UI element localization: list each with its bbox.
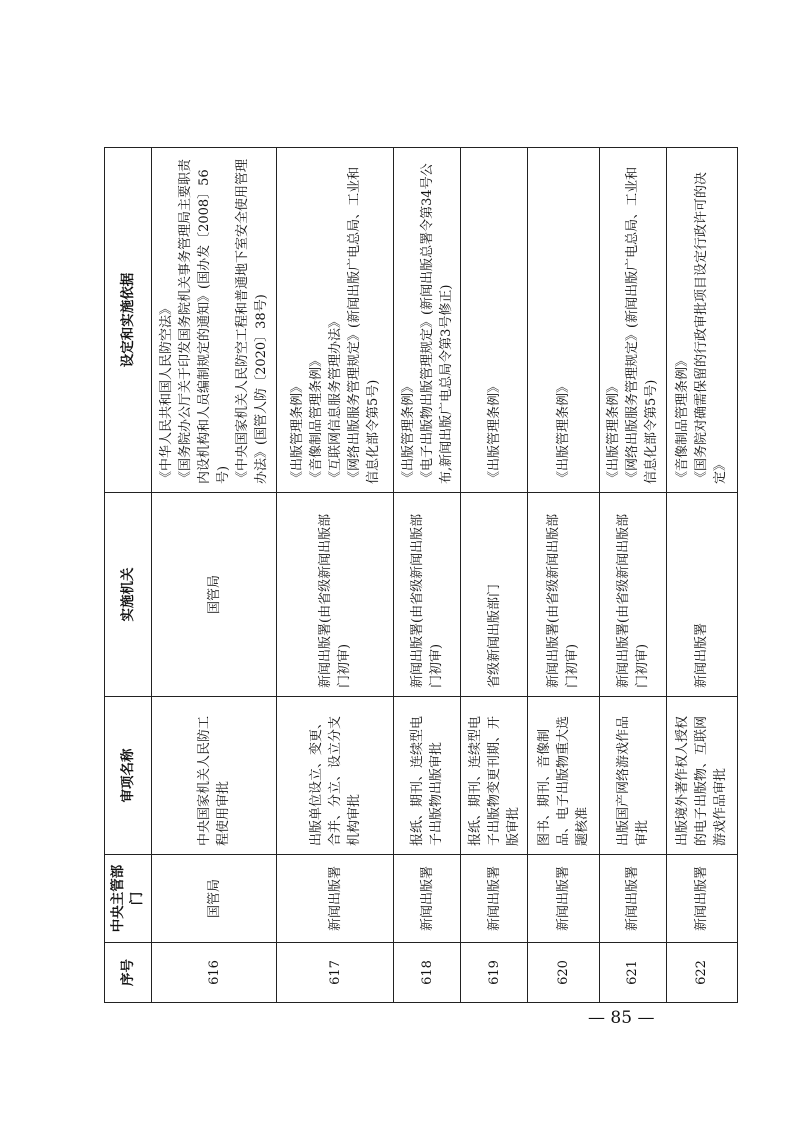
cell-agency: 新闻出版署(由省级新闻出版部门初审) xyxy=(277,493,394,697)
cell-item: 出版单位设立、变更、合并、分立、设立分支机构审批 xyxy=(277,697,394,855)
table-row xyxy=(152,148,277,1003)
cell-dept: 新闻出版署 xyxy=(599,855,666,943)
cell-seq: 619 xyxy=(461,943,528,1003)
cell-basis xyxy=(461,148,528,493)
cell-agency: 国管局 xyxy=(152,493,277,697)
table-row xyxy=(277,148,394,1003)
table-row xyxy=(599,148,666,1003)
basis-line: 《中华人民共和国人民防空法》 xyxy=(159,301,175,484)
cell-seq: 618 xyxy=(394,943,461,1003)
cell-basis xyxy=(394,148,461,493)
table-row xyxy=(528,148,599,1003)
header-seq: 序号 xyxy=(105,943,152,1003)
header-item: 审项名称 xyxy=(105,697,152,855)
cell-seq: 616 xyxy=(152,943,277,1003)
basis-line: 《音像制品管理条例》 xyxy=(308,353,324,484)
table-row xyxy=(394,148,461,1003)
cell-dept: 新闻出版署 xyxy=(461,855,528,943)
cell-item: 图书、期刊、音像制品、电子出版物重大选题核准 xyxy=(528,697,599,855)
cell-dept: 新闻出版署 xyxy=(277,855,394,943)
cell-agency: 新闻出版署(由省级新闻出版部门初审) xyxy=(528,493,599,697)
cell-seq: 622 xyxy=(666,943,737,1003)
basis-line: 《中央国家机关人民防空工程和普通地下室安全使用管理办法》(国管人防〔2020〕38号) xyxy=(235,158,270,484)
cell-dept: 新闻出版署 xyxy=(394,855,461,943)
cell-agency: 新闻出版署(由省级新闻出版部门初审) xyxy=(599,493,666,697)
cell-dept: 国管局 xyxy=(152,855,277,943)
cell-basis xyxy=(599,148,666,493)
basis-line: 《网络出版服务管理规定》(新闻出版广电总局、工业和信息化部令第5号) xyxy=(346,166,381,484)
basis-line: 《国务院办公厅关于印发国务院机关事务管理局主要职责内设机构和人员编制规定的通知》(国办发〔2008〕56号) xyxy=(178,158,232,484)
basis-line: 《国务院对确需保留的行政审批项目设定行政许可的决定》 xyxy=(694,171,729,484)
cell-basis xyxy=(666,148,737,493)
basis-line: 《音像制品管理条例》 xyxy=(675,353,691,484)
table-header-row xyxy=(105,148,152,1003)
cell-item: 中央国家机关人民防工程使用审批 xyxy=(152,697,277,855)
cell-seq: 621 xyxy=(599,943,666,1003)
cell-item: 报纸、期刊、连续型电子出版物变更刊期、开版审批 xyxy=(461,697,528,855)
cell-item: 报纸、期刊、连续型电子出版物出版审批 xyxy=(394,697,461,855)
cell-dept: 新闻出版署 xyxy=(666,855,737,943)
cell-basis xyxy=(152,148,277,493)
basis-line: 《出版管理条例》 xyxy=(400,379,416,484)
approval-items-table-rotated xyxy=(104,148,738,1003)
header-basis: 设定和实施依据 xyxy=(105,148,152,493)
cell-agency: 新闻出版署 xyxy=(666,493,737,697)
cell-basis xyxy=(277,148,394,493)
basis-line: 《出版管理条例》 xyxy=(555,379,571,484)
cell-agency: 新闻出版署(由省级新闻出版部门初审) xyxy=(394,493,461,697)
cell-basis xyxy=(528,148,599,493)
cell-item: 出版境外著作权人授权的电子出版物、互联网游戏作品审批 xyxy=(666,697,737,855)
cell-agency: 省级新闻出版部门 xyxy=(461,493,528,697)
header-dept: 中央主管部门 xyxy=(105,855,152,943)
cell-seq: 620 xyxy=(528,943,599,1003)
cell-seq: 617 xyxy=(277,943,394,1003)
basis-line: 《互联网信息服务管理办法》 xyxy=(327,314,343,484)
basis-line: 《电子出版物出版管理规定》(新闻出版总署令第34号公布,新闻出版广电总局令第3号修正) xyxy=(419,163,454,484)
table-row xyxy=(666,148,737,1003)
cell-dept: 新闻出版署 xyxy=(528,855,599,943)
table-row xyxy=(461,148,528,1003)
cell-item: 出版国产网络游戏作品审批 xyxy=(599,697,666,855)
basis-line: 《出版管理条例》 xyxy=(289,379,305,484)
basis-line: 《出版管理条例》 xyxy=(606,379,622,484)
basis-line: 《网络出版服务管理规定》(新闻出版广电总局、工业和信息化部令第5号) xyxy=(625,166,660,484)
approval-items-table xyxy=(104,147,738,1003)
page-number: — 85 — xyxy=(588,1008,655,1028)
header-agency: 实施机关 xyxy=(105,493,152,697)
basis-line: 《出版管理条例》 xyxy=(486,379,502,484)
